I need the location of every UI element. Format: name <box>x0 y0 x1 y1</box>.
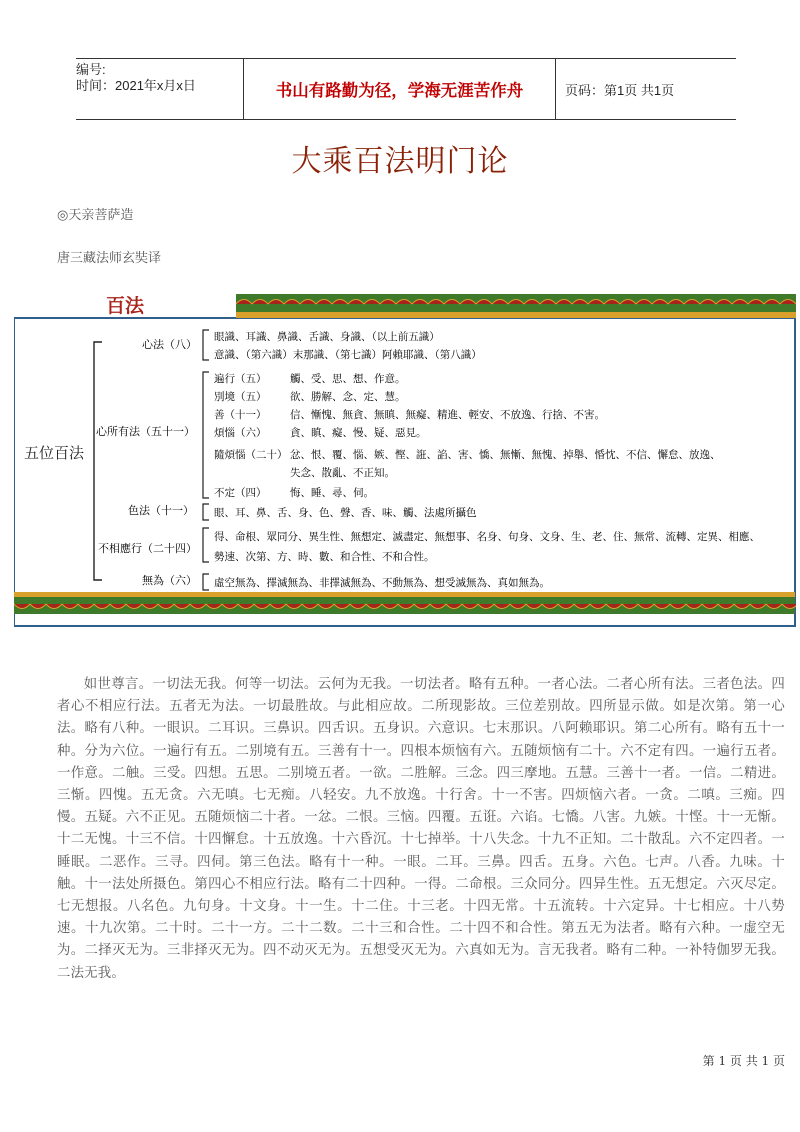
translator-line: 唐三藏法师玄奘译 <box>57 251 162 266</box>
number-label: 编号: <box>76 62 106 77</box>
sub-label-afflictions: 煩惱（六） <box>214 427 267 439</box>
sub-label-universal: 遍行（五） <box>214 373 267 385</box>
cat-label-mind: 心法（八） <box>142 338 197 351</box>
sub-label-specific: 別境（五） <box>214 391 267 403</box>
sub-label-secondary: 隨煩惱（二十） <box>214 449 288 461</box>
page-footer: 第 1 页 共 1 页 <box>702 1054 785 1068</box>
non-assoc-line-2: 勢速、次第、方、時、數、和合性、不和合性。 <box>214 551 435 563</box>
form-line: 眼、耳、鼻、舌、身、色、聲、香、味、觸、法處所攝色 <box>214 507 477 519</box>
motto: 书山有路勤为径，学海无涯苦作舟 <box>243 59 556 119</box>
cat-label-form: 色法（十一） <box>128 504 194 517</box>
non-assoc-line-1: 得、命根、眾同分、異生性、無想定、滅盡定、無想事、名身、句身、文身、生、老、住、無常、流轉、定異、相應、 <box>214 531 760 543</box>
wholesome-line: 信、慚愧、無貪、無瞋、無癡、精進、輕安、不放逸、行捨、不害。 <box>290 409 605 421</box>
secondary-line-1: 忿、恨、覆、惱、嫉、慳、誑、諂、害、憍、無慚、無愧、掉舉、惛忱、不信、懈怠、放逸、 <box>290 449 721 461</box>
bottom-ornament-band <box>14 592 796 614</box>
body-paragraph: 如世尊言。一切法无我。何等一切法。云何为无我。一切法者。略有五种。一者心法。二者心所有法。三者色法。四者心不相应行法。五者无为法。一切最胜故。与此相应故。二所现影故。三位差别故。四所显示做。如是次第。第一心法。略有八种。一眼识。二耳识。三鼻识。四舌识。五身识。六意识。七末那识。八阿赖耶识。第二心所有。略有五十一种。分为六位。一遍行有五。二别境有五。三善有十一。四根本烦恼有六。五随烦恼有二十。六不定有四。一遍行五者。一作意。二触。三受。四想。五思。二别境五者。一欲。二胜解。三念。四三摩地。五慧。三善十一者。一信。二精进。三惭。四愧。五无贪。六无嗔。七无痴。八轻安。九不放逸。十行舍。十一不害。四烦恼六者。一贪。二嗔。三痴。四慢。五疑。六不正见。五随烦恼二十者。一忿。二恨。三恼。四覆。五诳。六谄。七憍。八害。九嫉。十悭。十一无惭。十二无愧。十三不信。十四懈怠。十五放逸。十六昏沉。十七掉举。十八失念。十九不正知。二十散乱。六不定四者。一睡眠。二恶作。三寻。四伺。第三色法。略有十一种。一眼。二耳。三鼻。四舌。五身。六色。七声。八香。九味。十触。十一法处所摄色。第四心不相应行法。略有二十四种。一得。二命根。三众同分。四异生性。五无想定。六灭尽定。七无想报。八名色。九句身。十文身。十一生。十二住。十三老。十四无常。十五流转。十六定异。十七相应。十八势速。十九次第。二十时。二十一方。二十二数。二十三和合性。二十四不和合性。第五无为法者。略有六种。一虚空无为。二择灭无为。三非择灭无为。四不动灭无为。五想受灭无为。六真如无为。言无我者。略有二种。一补特伽罗无我。二法无我。 <box>57 677 785 981</box>
page-header <box>76 58 736 120</box>
universal-line: 觸、受、思、想、作意。 <box>290 373 406 385</box>
figure-heading: 百法 <box>106 295 145 317</box>
page-label: 页码：第1页 共1页 <box>565 82 675 98</box>
cat-label-unconditioned: 無為（六） <box>142 574 197 587</box>
afflictions-line: 貪、瞋、癡、慢、疑、惡見。 <box>290 427 427 439</box>
mind-line-1: 眼識、耳識、鼻識、舌識、身識、（以上前五識） <box>214 331 440 343</box>
author-line: ◎天亲菩萨造 <box>57 208 134 223</box>
specific-line: 欲、勝解、念、定、慧。 <box>290 391 406 403</box>
root-label: 五位百法 <box>24 444 85 462</box>
mind-line-2: 意識、（第六識）末那識、（第七識）阿賴耶識、（第八識） <box>214 349 482 361</box>
sub-label-wholesome: 善（十一） <box>214 409 267 421</box>
indeterminate-line: 悔、睡、尋、伺。 <box>290 487 374 499</box>
sub-label-indeterminate: 不定（四） <box>214 487 267 499</box>
cat-label-non-assoc: 不相應行（二十四） <box>98 542 197 555</box>
top-ornament-band <box>236 294 796 318</box>
cat-label-mental: 心所有法（五十一） <box>96 425 195 438</box>
secondary-line-2: 失念、散亂、不正知。 <box>290 467 395 479</box>
figure-svg <box>14 290 796 630</box>
unconditioned-line: 虛空無為、擇滅無為、非擇滅無為、不動無為、想受滅無為、真如無為。 <box>214 577 550 589</box>
hundred-dharmas-figure <box>14 290 796 630</box>
header-left <box>76 59 243 122</box>
time-label: 时间：2021年x月x日 <box>76 78 196 93</box>
page-title: 大乘百法明门论 <box>291 144 509 179</box>
